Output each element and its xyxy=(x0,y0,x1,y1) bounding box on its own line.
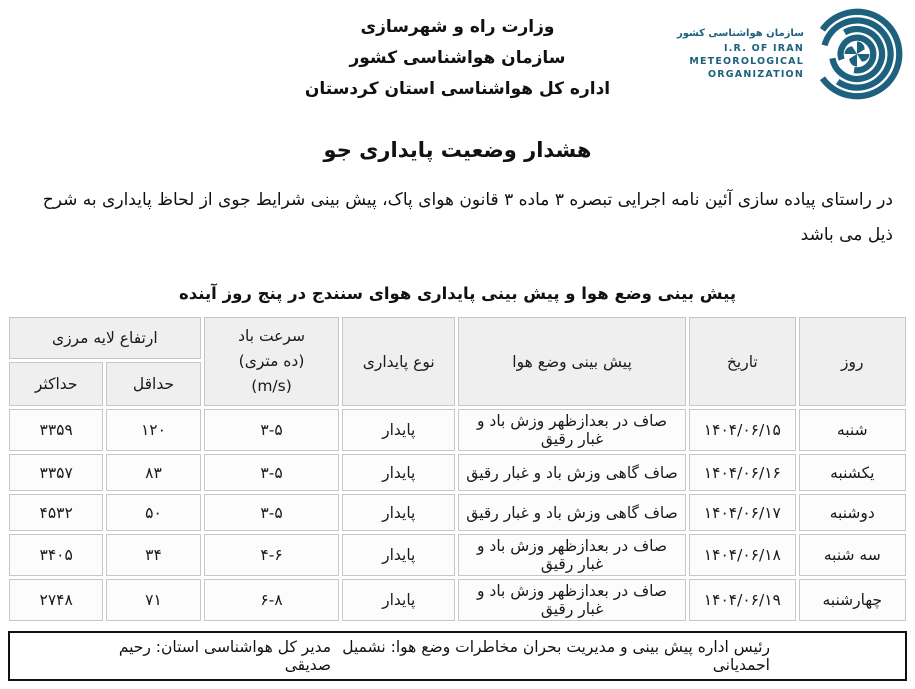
forecast-table xyxy=(6,314,909,624)
blh-min-cell: ۷۱ xyxy=(106,579,200,621)
blh-min-cell: ۱۲۰ xyxy=(106,409,200,451)
date-cell: ۱۴۰۴/۰۶/۱۹ xyxy=(689,579,795,621)
blh-max-cell: ۳۳۵۷ xyxy=(9,454,103,491)
day-cell: یکشنبه xyxy=(799,454,906,491)
signature-footer xyxy=(8,631,907,681)
blh-min-cell: ۵۰ xyxy=(106,494,200,531)
blh-max-cell: ۳۳۵۹ xyxy=(9,409,103,451)
date-cell: ۱۴۰۴/۰۶/۱۶ xyxy=(689,454,795,491)
col-header-day: روز xyxy=(799,317,906,406)
weather-cell: صاف گاهی وزش باد و غبار رقیق xyxy=(458,494,686,531)
spiral-cyclone-icon xyxy=(809,6,905,102)
stability-cell: پایدار xyxy=(342,454,455,491)
stability-cell: پایدار xyxy=(342,409,455,451)
blh-min-cell: ۳۴ xyxy=(106,534,200,576)
blh-max-cell: ۲۷۴۸ xyxy=(9,579,103,621)
department-line: اداره کل هواشناسی استان کردستان xyxy=(304,79,611,99)
weather-cell: صاف در بعدازظهر وزش باد و غبار رقیق xyxy=(458,409,686,451)
col-header-boundary-layer: ارتفاع لایه مرزی xyxy=(9,317,201,359)
col-header-stability: نوع پایداری xyxy=(342,317,455,406)
col-header-blh-min: حداقل xyxy=(106,362,200,406)
col-header-weather: پیش بینی وضع هوا xyxy=(458,317,686,406)
forecast-row xyxy=(9,494,906,531)
logo-en-line3: ORGANIZATION xyxy=(708,69,804,80)
day-cell: شنبه xyxy=(799,409,906,451)
wind-speed-cell: ۶-۸ xyxy=(204,579,340,621)
wind-speed-cell: ۳-۵ xyxy=(204,494,340,531)
blh-min-cell: ۸۳ xyxy=(106,454,200,491)
stability-cell: پایدار xyxy=(342,579,455,621)
logo-en-line1: I.R. OF IRAN xyxy=(724,43,804,54)
forecast-row xyxy=(9,534,906,576)
day-cell: دوشنبه xyxy=(799,494,906,531)
forecast-table-body xyxy=(9,409,906,621)
blh-max-cell: ۴۵۳۲ xyxy=(9,494,103,531)
col-header-wind: سرعت باد (ده متری) (m/s) xyxy=(204,317,340,406)
blh-max-cell: ۳۴۰۵ xyxy=(9,534,103,576)
day-cell: چهارشنبه xyxy=(799,579,906,621)
forecast-row xyxy=(9,409,906,451)
stability-cell: پایدار xyxy=(342,534,455,576)
date-cell: ۱۴۰۴/۰۶/۱۵ xyxy=(689,409,795,451)
weather-cell: صاف در بعدازظهر وزش باد و غبار رقیق xyxy=(458,534,686,576)
org-logo-text xyxy=(677,27,804,81)
director-general-signature: مدیر کل هواشناسی استان: رحیم صدیقی xyxy=(118,638,332,674)
col-header-blh-max: حداکثر xyxy=(9,362,103,406)
logo-fa-name: سازمان هواشناسی کشور xyxy=(676,28,804,39)
forecast-row xyxy=(9,454,906,491)
weather-cell: صاف گاهی وزش باد و غبار رقیق xyxy=(458,454,686,491)
warning-body: در راستای پیاده سازی آئین نامه اجرایی تبصره ۳ ماده ۳ قانون هوای پاک، پیش بینی شرایط جوی از لحاظ پایداری به شرح ذیل می باشد xyxy=(42,190,893,245)
wind-speed-cell: ۳-۵ xyxy=(204,454,340,491)
forecast-row xyxy=(9,579,906,621)
org-logo xyxy=(677,6,905,102)
day-cell: سه شنبه xyxy=(799,534,906,576)
date-cell: ۱۴۰۴/۰۶/۱۸ xyxy=(689,534,795,576)
date-cell: ۱۴۰۴/۰۶/۱۷ xyxy=(689,494,795,531)
wind-speed-cell: ۴-۶ xyxy=(204,534,340,576)
ministry-line: وزارت راه و شهرسازی xyxy=(360,17,555,37)
col-header-date: تاریخ xyxy=(689,317,795,406)
organization-line: سازمان هواشناسی کشور xyxy=(349,48,566,68)
weather-cell: صاف در بعدازظهر وزش باد و غبار رقیق xyxy=(458,579,686,621)
forecast-table-title: پیش بینی وضع هوا و پیش بینی پایداری هوای سنندج در پنج روز آینده xyxy=(178,284,737,303)
wind-speed-cell: ۳-۵ xyxy=(204,409,340,451)
logo-en-line2: METEOROLOGICAL xyxy=(689,56,804,67)
stability-cell: پایدار xyxy=(342,494,455,531)
warning-title: هشدار وضعیت پایداری جو xyxy=(323,138,592,162)
forecast-chief-signature: رئیس اداره پیش بینی و مدیریت بحران مخاطرات وضع هوا: نشمیل احمدیانی xyxy=(342,638,770,674)
